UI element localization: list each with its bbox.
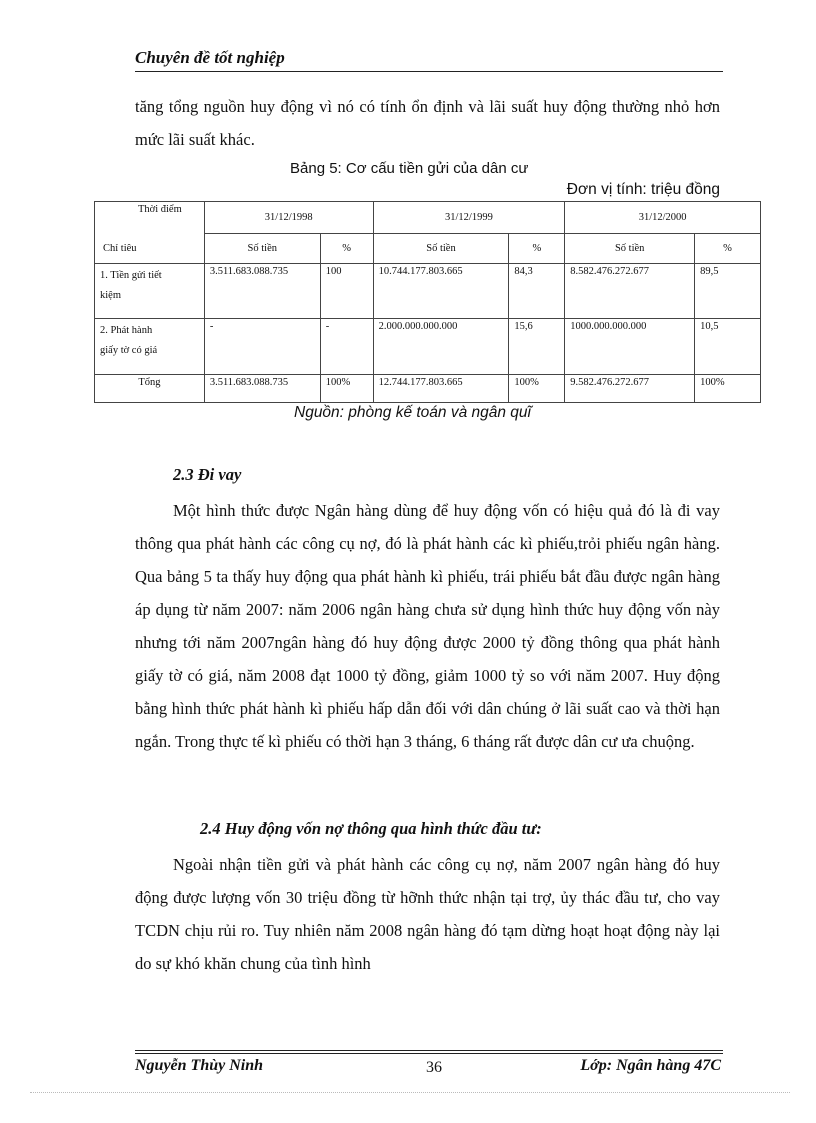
- table-cell: 3.511.683.088.735: [204, 264, 320, 319]
- table-row: [95, 319, 761, 375]
- section-2-4-body: Ngoài nhận tiền gửi và phát hành các công cụ nợ, năm 2007 ngân hàng đó huy động được lượng vốn 30 triệu đồng từ hỡnh thức nhận tại trợ, ủy thác đầu tư, cho vay TCDN chịu rủi ro. Tuy nhiên năm 2008 ngân hàng đó tạm dừng hoạt hoạt động này lại do sự khó khăn chung của tình hình: [135, 855, 720, 973]
- table-cell: 12.744.177.803.665: [373, 375, 509, 403]
- header-time-cell: Thời điểm: [95, 202, 205, 234]
- table-header-row: [95, 202, 761, 234]
- table-cell: 89,5: [695, 264, 761, 319]
- table-cell: 15,6: [509, 319, 565, 375]
- table-unit: Đơn vị tính: triệu đồng: [566, 181, 720, 198]
- table-cell: 1000.000.000.000: [565, 319, 695, 375]
- table-cell: 3.511.683.088.735: [204, 375, 320, 403]
- table-row: [95, 264, 761, 319]
- table-subheader-row: [95, 234, 761, 264]
- table-cell: 100%: [695, 375, 761, 403]
- col-percent-header: %: [320, 234, 373, 264]
- table-cell: 84,3: [509, 264, 565, 319]
- intro-paragraph: tăng tổng nguồn huy động vì nó có tính ổn định và lãi suất huy động thường nhỏ hơn mức lãi suất khác.: [135, 97, 720, 149]
- footer-divider: [135, 1053, 723, 1054]
- row-label-line: 1. Tiền gửi tiết: [100, 270, 162, 281]
- row-label: [95, 264, 205, 319]
- table-cell: 8.582.476.272.677: [565, 264, 695, 319]
- section-heading-2-3: 2.3 Đi vay: [173, 465, 242, 484]
- table-source: Nguồn: phòng kế toán và ngân quĩ: [294, 404, 531, 421]
- date-header: 31/12/1998: [204, 202, 373, 234]
- table-cell: 100: [320, 264, 373, 319]
- footer-author: Nguyễn Thùy Ninh: [135, 1057, 264, 1074]
- footer-divider: [135, 1050, 723, 1051]
- header-title: Chuyên đề tốt nghiệp: [135, 48, 285, 67]
- table-cell: 100%: [509, 375, 565, 403]
- table-cell: 2.000.000.000.000: [373, 319, 509, 375]
- row-label-line: kiệm: [100, 290, 121, 301]
- deposit-structure-table: [94, 201, 761, 403]
- header-divider: [135, 71, 723, 72]
- row-label-line: giấy tờ có giá: [100, 345, 158, 356]
- table-cell: -: [320, 319, 373, 375]
- col-percent-header: %: [509, 234, 565, 264]
- table-cell: -: [204, 319, 320, 375]
- row-label-line: 2. Phát hành: [100, 325, 153, 336]
- row-label: [95, 319, 205, 375]
- date-header: 31/12/1999: [373, 202, 565, 234]
- table-cell: 10,5: [695, 319, 761, 375]
- section-heading-2-4: 2.4 Huy động vốn nợ thông qua hình thức đầu tư:: [200, 819, 542, 838]
- col-amount-header: Số tiền: [373, 234, 509, 264]
- table-cell: 9.582.476.272.677: [565, 375, 695, 403]
- col-percent-header: %: [695, 234, 761, 264]
- col-amount-header: Số tiền: [565, 234, 695, 264]
- footer-class: Lớp: Ngân hàng 47C: [580, 1057, 721, 1074]
- section-2-3-body: Một hình thức được Ngân hàng dùng để huy động vốn có hiệu quả đó là đi vay thông qua phát hành các công cụ nợ, đó là phát hành các kì phiếu,trỏi phiếu ngân hàng. Qua bảng 5 ta thấy huy động qua phát hành kì phiếu, trái phiếu bắt đầu được ngân hàng áp dụng từ năm 2007: năm 2006 ngân hàng chưa sử dụng hình thức huy động vốn này nhưng tới năm 2007ngân hàng đó huy động được 2000 tỷ đồng thông qua phát hành giấy tờ có giá, năm 2008 đạt 1000 tỷ đồng, giảm 1000 tỷ so với năm 2007. Huy động bằng hình thức phát hành kì phiếu hấp dẫn đối với dân chúng ở lãi suất cao và thời hạn ngắn. Trong thực tế kì phiếu có thời hạn 3 tháng, 6 tháng rất được dân cư ưa chuộng.: [135, 501, 720, 751]
- page-number: 36: [426, 1059, 442, 1076]
- table-cell: 10.744.177.803.665: [373, 264, 509, 319]
- page-edge-divider: [30, 1092, 790, 1093]
- table-cell: 100%: [320, 375, 373, 403]
- total-label: Tổng: [95, 375, 205, 403]
- col-amount-header: Số tiền: [204, 234, 320, 264]
- table-caption: Bảng 5: Cơ cấu tiền gửi của dân cư: [290, 160, 529, 177]
- date-header: 31/12/2000: [565, 202, 761, 234]
- header-indicator-cell: Chỉ tiêu: [95, 234, 205, 264]
- table-total-row: [95, 375, 761, 403]
